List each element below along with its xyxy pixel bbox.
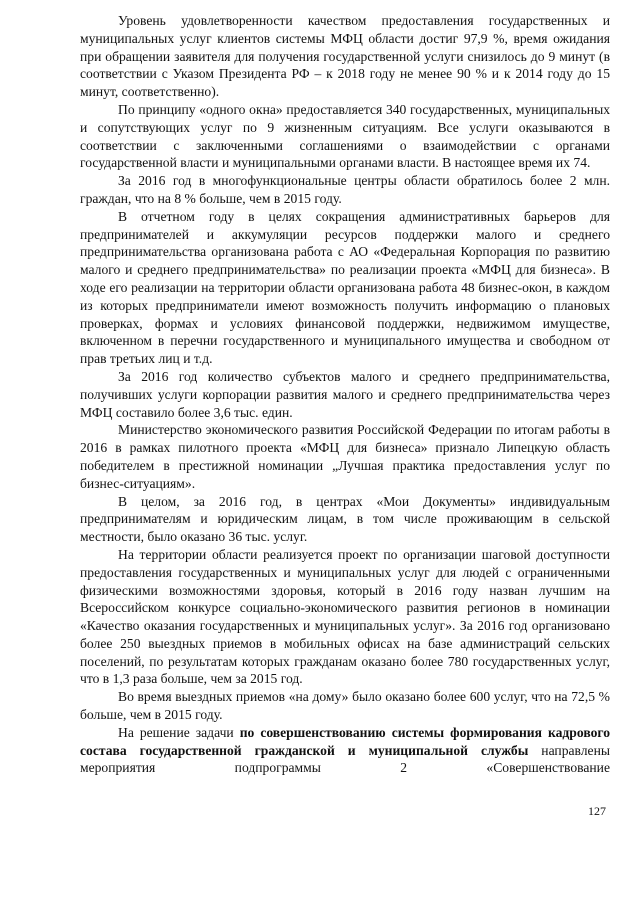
document-page xyxy=(80,12,610,777)
paragraph-5: За 2016 год количество субъектов малого и среднего предпринимательства, получивших услуги корпорации развития малого и среднего предпринимательства через МФЦ составило более 3,6 тыс. един. xyxy=(80,368,610,420)
paragraph-3: За 2016 год в многофункциональные центры области обратилось более 2 млн. граждан, что на 8 % больше, чем в 2015 году. xyxy=(80,173,610,206)
paragraph-7: В целом, за 2016 год, в центрах «Мои Документы» индивидуальным предпринимателям и юридическим лицам, в том числе проживающим в сельской местности, было оказано 36 тыс. услуг. xyxy=(80,493,610,545)
paragraph-10 xyxy=(80,724,610,777)
paragraph-10-tail: направлены мероприятия подпрограммы 2 «Совершенствование xyxy=(80,742,610,776)
paragraph-10-lead: На решение задачи xyxy=(118,724,240,740)
paragraph-10-bold: по совершенствованию системы формирования кадрового состава государственной гражданской и муниципальной службы xyxy=(80,724,610,758)
paragraph-1: Уровень удовлетворенности качеством предоставления государственных и муниципальных услуг клиентов системы МФЦ области достиг 97,9 %, время ожидания при обращении заявителя для получения государственной услуги снизилось до 9 минут (в соответствии с Указом Президента РФ – к 2018 году не менее 90 % и к 2014 году до 15 минут, соответственно). xyxy=(80,13,610,100)
paragraph-4: В отчетном году в целях сокращения административных барьеров для предпринимателей и аккумуляции ресурсов поддержки малого и среднего предпринимательства организована работа с АО «Федеральная Корпорация по развитию малого и среднего предпринимательства» по реализации проекта «МФЦ для бизнеса». В ходе его реализации на территории области организована работа 48 бизнес-окон, в каждом из которых предприниматели имеют возможность получить информацию о плановых проверках, формах и условиях финансовой поддержки, недвижимом имуществе, включенном в перечни государственного и муниципального имущества и свободном от прав третьих лиц и т.д. xyxy=(80,208,610,367)
paragraph-2: По принципу «одного окна» предоставляется 340 государственных, муниципальных и сопутствующих услуг по 9 жизненным ситуациям. Все услуги оказываются в соответствии с заключенными соглашениями о взаимодействии с органами государственной власти и муниципальными органами власти. В настоящее время их 74. xyxy=(80,101,610,171)
page-number: 127 xyxy=(588,804,606,818)
paragraph-8: На территории области реализуется проект по организации шаговой доступности предоставления государственных и муниципальных услуг для людей с ограниченными физическими возможностями здоровья, который в 2016 году назван лучшим на Всероссийском конкурсе социально-экономического развития регионов в номинации «Качество оказания государственных и муниципальных услуг». За 2016 год организовано более 250 выездных приемов в мобильных офисах на базе администраций сельских поселений, по результатам которых гражданам оказано более 780 государственных услуг, что в 1,3 раза больше, чем за 2015 год. xyxy=(80,546,610,687)
paragraph-9: Во время выездных приемов «на дому» было оказано более 600 услуг, что на 72,5 % больше, чем в 2015 году. xyxy=(80,689,610,723)
paragraph-6: Министерство экономического развития Российской Федерации по итогам работы в 2016 в рамках пилотного проекта «МФЦ для бизнеса» признало Липецкую область победителем в престижной номинации „Лучшая практика предоставления услуг по бизнес-ситуациям». xyxy=(80,422,610,491)
